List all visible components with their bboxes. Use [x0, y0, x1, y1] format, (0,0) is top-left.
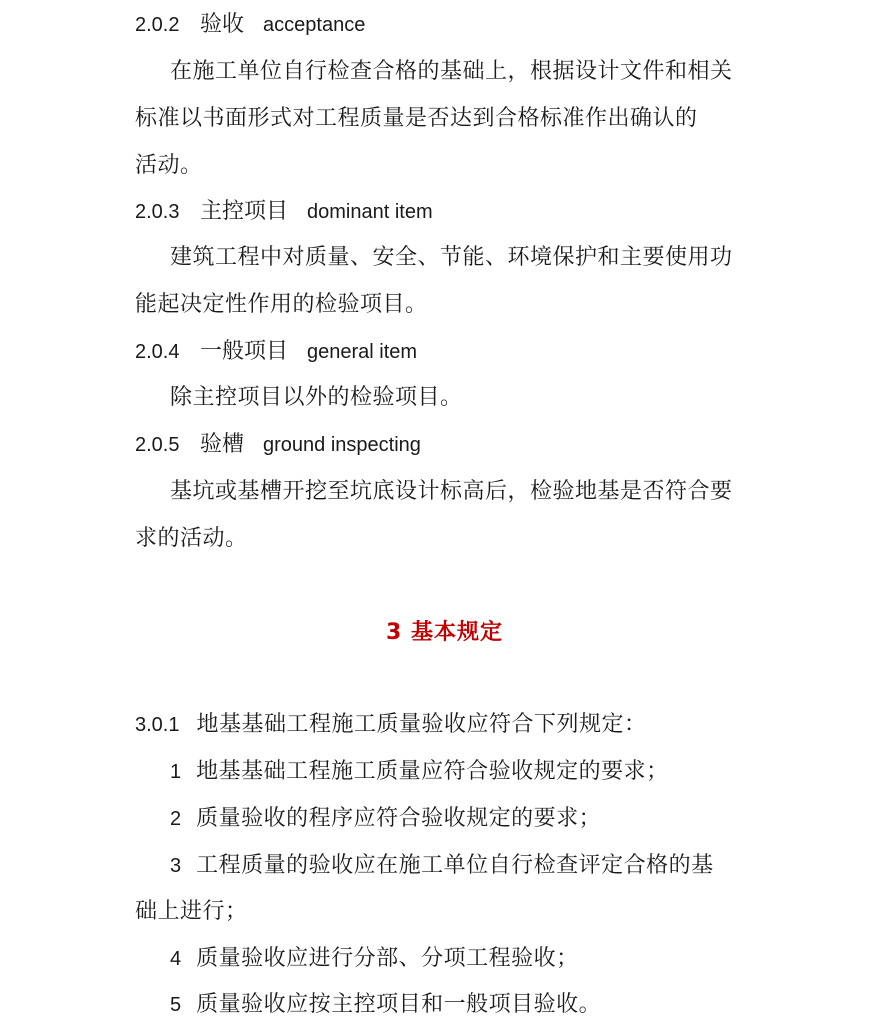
clause-text: 地基基础工程施工质量验收应符合下列规定： — [196, 712, 647, 737]
term-heading-2-0-5 — [135, 430, 421, 460]
list-item-number: 2 — [170, 808, 182, 830]
list-item-continuation: 础上进行； — [135, 899, 248, 924]
list-item — [170, 990, 601, 1020]
term-definition-line: 活动。 — [135, 153, 203, 178]
term-definition-line: 除主控项目以外的检验项目。 — [170, 385, 463, 410]
list-item — [170, 757, 669, 787]
term-chinese: 验收 — [200, 12, 245, 37]
section-title: 3 基本规定 — [386, 620, 503, 645]
term-english: ground inspecting — [263, 434, 421, 456]
term-english: general item — [307, 341, 418, 363]
term-heading-2-0-4 — [135, 337, 417, 367]
list-item-number: 1 — [170, 761, 182, 783]
term-number: 2.0.5 — [135, 434, 180, 456]
list-item-number: 3 — [170, 855, 182, 877]
term-english: acceptance — [263, 14, 366, 36]
term-definition-line: 建筑工程中对质量、安全、节能、环境保护和主要使用功 — [170, 245, 733, 270]
list-item — [170, 804, 601, 834]
list-item-text: 质量验收的程序应符合验收规定的要求； — [196, 806, 602, 831]
term-number: 2.0.4 — [135, 341, 180, 363]
list-item — [170, 851, 714, 881]
list-item-text: 地基基础工程施工质量应符合验收规定的要求； — [196, 759, 669, 784]
list-item-text: 质量验收应按主控项目和一般项目验收。 — [196, 992, 602, 1017]
term-english: dominant item — [307, 201, 433, 223]
term-chinese: 验槽 — [200, 432, 245, 457]
list-item — [170, 944, 579, 974]
term-definition-line: 能起决定性作用的检验项目。 — [135, 292, 428, 317]
term-heading-2-0-2 — [135, 10, 365, 40]
term-definition-line: 基坑或基槽开挖至坑底设计标高后，检验地基是否符合要 — [170, 479, 733, 504]
list-item-text: 工程质量的验收应在施工单位自行检查评定合格的基 — [196, 853, 714, 878]
list-item-number: 4 — [170, 948, 182, 970]
list-item-number: 5 — [170, 994, 182, 1016]
term-number: 2.0.2 — [135, 14, 180, 36]
term-chinese: 一般项目 — [200, 339, 289, 364]
clause-heading — [135, 710, 647, 740]
term-definition-line: 求的活动。 — [135, 526, 248, 551]
term-definition-line: 在施工单位自行检查合格的基础上，根据设计文件和相关 — [170, 59, 733, 84]
clause-number: 3.0.1 — [135, 714, 180, 736]
term-chinese: 主控项目 — [200, 199, 289, 224]
term-number: 2.0.3 — [135, 201, 180, 223]
term-heading-2-0-3 — [135, 197, 433, 227]
term-definition-line: 标准以书面形式对工程质量是否达到合格标准作出确认的 — [135, 106, 698, 131]
list-item-text: 质量验收应进行分部、分项工程验收； — [196, 946, 579, 971]
